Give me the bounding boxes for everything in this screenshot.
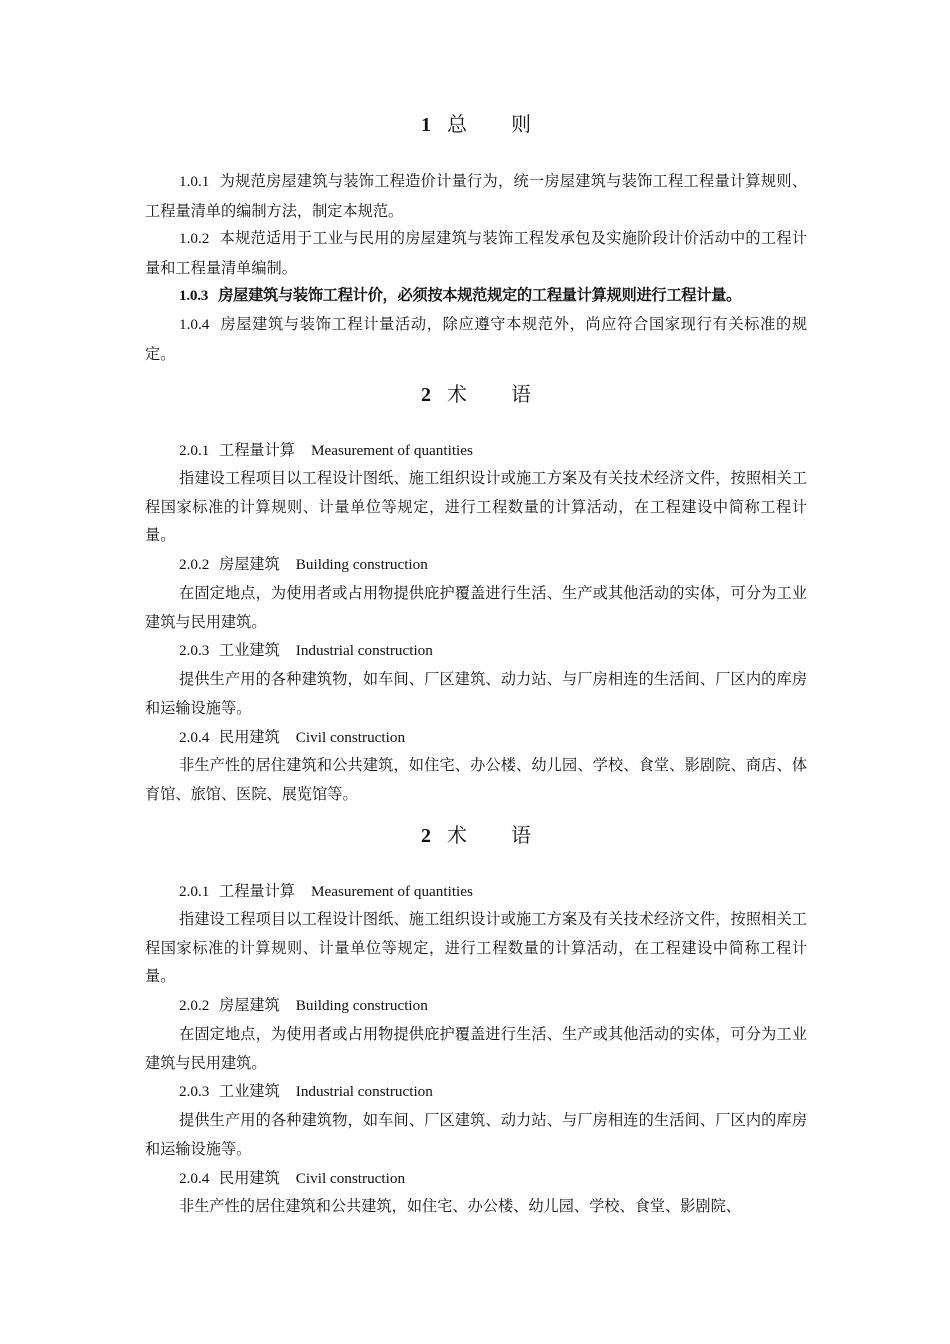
clause-1-0-4: [145, 310, 807, 368]
clause-1-0-1: [145, 167, 807, 225]
term-code: 2.0.1: [179, 883, 210, 900]
term-code: 2.0.3: [179, 1083, 210, 1100]
term-code: 2.0.2: [179, 556, 210, 573]
term-english: Industrial construction: [295, 642, 433, 659]
clause-code: 1.0.3: [179, 287, 209, 304]
section-title: 术语: [447, 823, 575, 847]
clause-text: 本规范适用于工业与民用的房屋建筑与装饰工程发承包及实施阶段计价活动中的工程计量和工程量清单编制。: [145, 229, 808, 277]
term-code: 2.0.3: [179, 642, 210, 659]
clause-text: 房屋建筑与装饰工程计量活动，除应遵守本规范外，尚应符合国家现行有关标准的规定。: [145, 315, 808, 363]
clause-code: 1.0.2: [179, 230, 210, 247]
term-english: Building construction: [295, 556, 428, 573]
clause-text: 为规范房屋建筑与装饰工程造价计量行为，统一房屋建筑与装饰工程工程量计算规则、工程量清单的编制方法，制定本规范。: [145, 172, 808, 220]
term-english: Industrial construction: [295, 1083, 433, 1100]
term-code: 2.0.2: [179, 997, 210, 1014]
section-title: 术语: [447, 382, 575, 406]
term-definition: 在固定地点，为使用者或占用物提供庇护覆盖进行生活、生产或其他活动的实体，可分为工业建筑与民用建筑。: [145, 584, 807, 631]
term-heading: [179, 550, 428, 580]
term-chinese: 房屋建筑: [219, 555, 280, 573]
term-chinese: 工程量计算: [219, 441, 295, 459]
clause-text: 房屋建筑与装饰工程计价，必须按本规范规定的工程量计算规则进行工程计量。: [218, 286, 742, 304]
term-chinese: 房屋建筑: [219, 996, 280, 1014]
term-definition: 非生产性的居住建筑和公共建筑，如住宅、办公楼、幼儿园、学校、食堂、影剧院、: [179, 1197, 741, 1215]
clause-1-0-3: [145, 281, 807, 311]
term-definition: 提供生产用的各种建筑物，如车间、厂区建筑、动力站、与厂房相连的生活间、厂区内的库房和运输设施等。: [145, 1111, 807, 1158]
term-heading: [179, 1164, 405, 1194]
term-chinese: 工业建筑: [219, 1082, 280, 1100]
term-heading: [179, 723, 405, 753]
term-definition: 提供生产用的各种建筑物，如车间、厂区建筑、动力站、与厂房相连的生活间、厂区内的库房和运输设施等。: [145, 670, 807, 717]
section-number: 2: [421, 384, 431, 406]
term-heading: [179, 636, 433, 666]
term-code: 2.0.1: [179, 442, 210, 459]
section-title: 总则: [447, 112, 575, 136]
term-code: 2.0.4: [179, 1170, 210, 1187]
term-english: Measurement of quantities: [310, 883, 473, 900]
section-number: 2: [421, 825, 431, 847]
term-english: Building construction: [295, 997, 428, 1014]
term-chinese: 民用建筑: [219, 1169, 280, 1187]
term-heading: [179, 1077, 433, 1107]
section-heading-general: [145, 110, 807, 139]
term-chinese: 工程量计算: [219, 882, 295, 900]
clause-code: 1.0.4: [179, 316, 210, 333]
clause-1-0-2: [145, 224, 807, 282]
term-heading: [179, 877, 473, 907]
section-heading-terms: [145, 380, 807, 409]
term-chinese: 工业建筑: [219, 641, 280, 659]
term-english: Civil construction: [295, 729, 406, 746]
term-definition: 指建设工程项目以工程设计图纸、施工组织设计或施工方案及有关技术经济文件，按照相关工程国家标准的计算规则、计量单位等规定，进行工程数量的计算活动，在工程建设中简称工程计量。: [145, 469, 807, 545]
term-english: Measurement of quantities: [310, 442, 473, 459]
term-definition: 非生产性的居住建筑和公共建筑，如住宅、办公楼、幼儿园、学校、食堂、影剧院、商店、体育馆、旅馆、医院、展览馆等。: [145, 756, 807, 803]
section-heading-terms-repeat: [145, 821, 807, 850]
clause-code: 1.0.1: [179, 173, 210, 190]
section-number: 1: [421, 114, 431, 136]
term-chinese: 民用建筑: [219, 728, 280, 746]
term-code: 2.0.4: [179, 729, 210, 746]
term-definition: 指建设工程项目以工程设计图纸、施工组织设计或施工方案及有关技术经济文件，按照相关工程国家标准的计算规则、计量单位等规定，进行工程数量的计算活动，在工程建设中简称工程计量。: [145, 910, 807, 986]
term-heading: [179, 991, 428, 1021]
term-heading: [179, 436, 473, 466]
term-definition: 在固定地点，为使用者或占用物提供庇护覆盖进行生活、生产或其他活动的实体，可分为工业建筑与民用建筑。: [145, 1025, 807, 1072]
term-english: Civil construction: [295, 1170, 406, 1187]
